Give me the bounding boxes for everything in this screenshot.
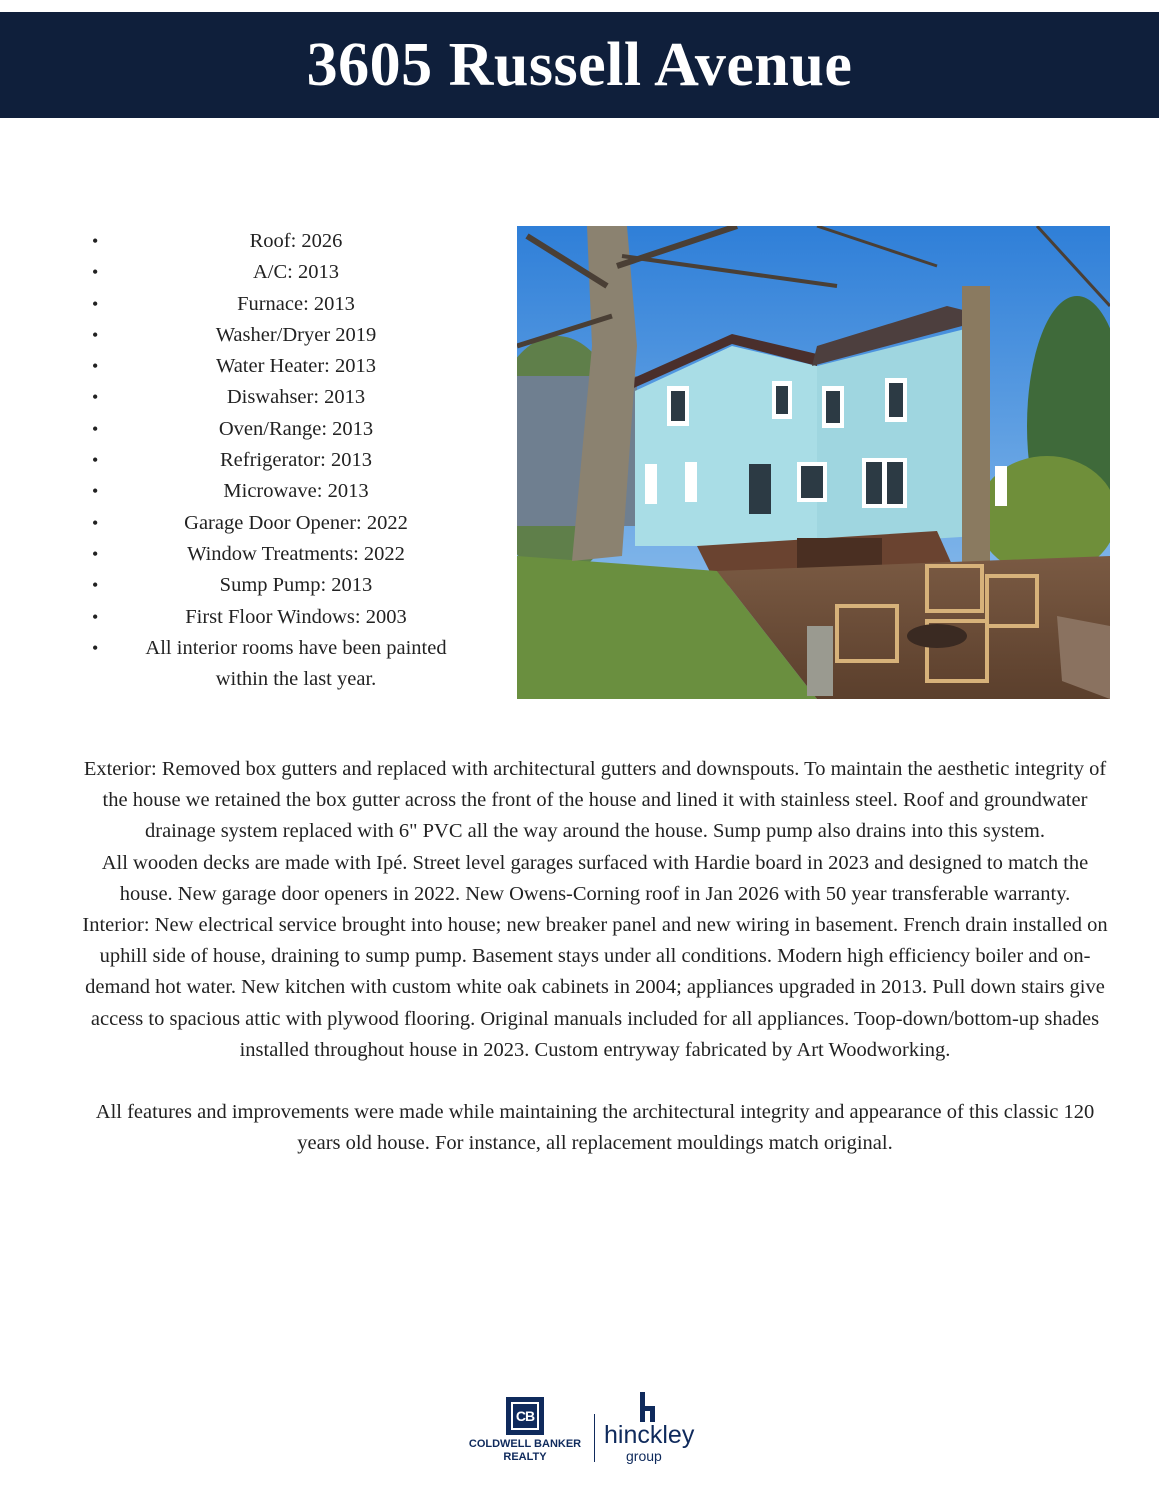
bullet-icon: • bbox=[92, 262, 99, 283]
closing-paragraph: All features and improvements were made while maintaining the architectural integrity and appearance of this classic 120 years old house. For instance, all replacement mouldings match original. bbox=[95, 1101, 1095, 1155]
bullet-icon: • bbox=[92, 575, 99, 596]
updates-list bbox=[84, 226, 484, 695]
update-item bbox=[84, 570, 484, 601]
update-item bbox=[84, 633, 484, 696]
header-banner bbox=[0, 12, 1159, 118]
update-item bbox=[84, 289, 484, 320]
hinckley-building-icon bbox=[640, 1392, 656, 1422]
coldwell-banker-logo-icon bbox=[506, 1397, 544, 1435]
bullet-icon: • bbox=[92, 356, 99, 377]
update-text: Garage Door Opener: 2022 bbox=[184, 511, 408, 534]
update-item bbox=[84, 226, 484, 257]
bullet-icon: • bbox=[92, 387, 99, 408]
update-item bbox=[84, 508, 484, 539]
update-text: Diswahser: 2013 bbox=[226, 386, 366, 409]
update-item bbox=[84, 351, 484, 382]
update-text: Sump Pump: 2013 bbox=[219, 574, 373, 597]
cb-monogram: CB bbox=[511, 1402, 539, 1430]
bullet-icon: • bbox=[92, 231, 99, 251]
update-item bbox=[84, 445, 484, 476]
update-text: Microwave: 2013 bbox=[223, 480, 369, 503]
update-item bbox=[84, 382, 484, 413]
update-item bbox=[84, 257, 484, 288]
update-text: All interior rooms have been painted within the last year. bbox=[145, 636, 447, 691]
page-title: 3605 Russell Avenue bbox=[306, 30, 853, 99]
decks-paragraph: All wooden decks are made with Ipé. Street level garages surfaced with Hardie board in 2023 and designed to match the house. New garage door openers in 2022. New Owens-Corning roof in Jan 2026 with 50 year transferable warranty. bbox=[101, 851, 1089, 905]
exterior-paragraph: Exterior: Removed box gutters and replaced with architectural gutters and downspouts. To maintain the aesthetic integrity of the house we retained the box gutter across the front of the house and lined it with stainless steel. Roof and groundwater drainage system replaced with 6" PVC all the way around the house. Sump pump also drains into this system. bbox=[83, 758, 1107, 843]
cb-line2: REALTY bbox=[503, 1451, 547, 1463]
update-item bbox=[84, 539, 484, 570]
description-block bbox=[78, 754, 1112, 1159]
update-text: Roof: 2026 bbox=[249, 230, 343, 252]
bullet-icon: • bbox=[92, 324, 99, 345]
update-text: Water Heater: 2013 bbox=[216, 355, 376, 378]
bullet-icon: • bbox=[92, 637, 99, 658]
bullet-icon: • bbox=[92, 481, 99, 502]
update-item bbox=[84, 414, 484, 445]
bullet-icon: • bbox=[92, 543, 99, 564]
update-text: A/C: 2013 bbox=[253, 261, 339, 284]
house-exterior-photo bbox=[517, 226, 1110, 699]
update-text: Washer/Dryer 2019 bbox=[215, 323, 377, 346]
logo-divider bbox=[594, 1414, 595, 1462]
interior-paragraph: Interior: New electrical service brought into house; new breaker panel and new wiring in basement. French drain installed on uphill side of house, draining to sump pump. Basement stays under all conditions. Modern high efficiency boiler and on-demand hot water. New kitchen with custom white oak cabinets in 2004; appliances upgraded in 2013. Pull down stairs give access to spacious attic with plywood flooring. Original manuals included for all appliances. Toop-down/bottom-up shades installed throughout house in 2023. Custom entryway fabricated by Art Woodworking. bbox=[82, 914, 1108, 1061]
update-item bbox=[84, 320, 484, 351]
update-item bbox=[84, 476, 484, 507]
cb-line1: COLDWELL BANKER bbox=[468, 1438, 582, 1450]
bullet-icon: • bbox=[92, 418, 99, 439]
paragraph-spacer bbox=[78, 1066, 1112, 1097]
update-text: Furnace: 2013 bbox=[237, 292, 355, 315]
hinckley-group-label: group bbox=[626, 1448, 662, 1464]
update-text: Oven/Range: 2013 bbox=[218, 417, 374, 440]
bullet-icon: • bbox=[92, 450, 99, 471]
bullet-icon: • bbox=[92, 293, 99, 314]
footer-logos bbox=[460, 1388, 700, 1470]
update-item bbox=[84, 602, 484, 633]
hinckley-wordmark: hinckley bbox=[604, 1421, 695, 1449]
bullet-icon: • bbox=[92, 512, 99, 533]
update-text: Refrigerator: 2013 bbox=[220, 449, 372, 472]
update-text: Window Treatments: 2022 bbox=[187, 542, 405, 565]
bullet-icon: • bbox=[92, 606, 99, 627]
coldwell-banker-wordmark bbox=[460, 1438, 590, 1464]
update-text: First Floor Windows: 2003 bbox=[185, 605, 407, 628]
